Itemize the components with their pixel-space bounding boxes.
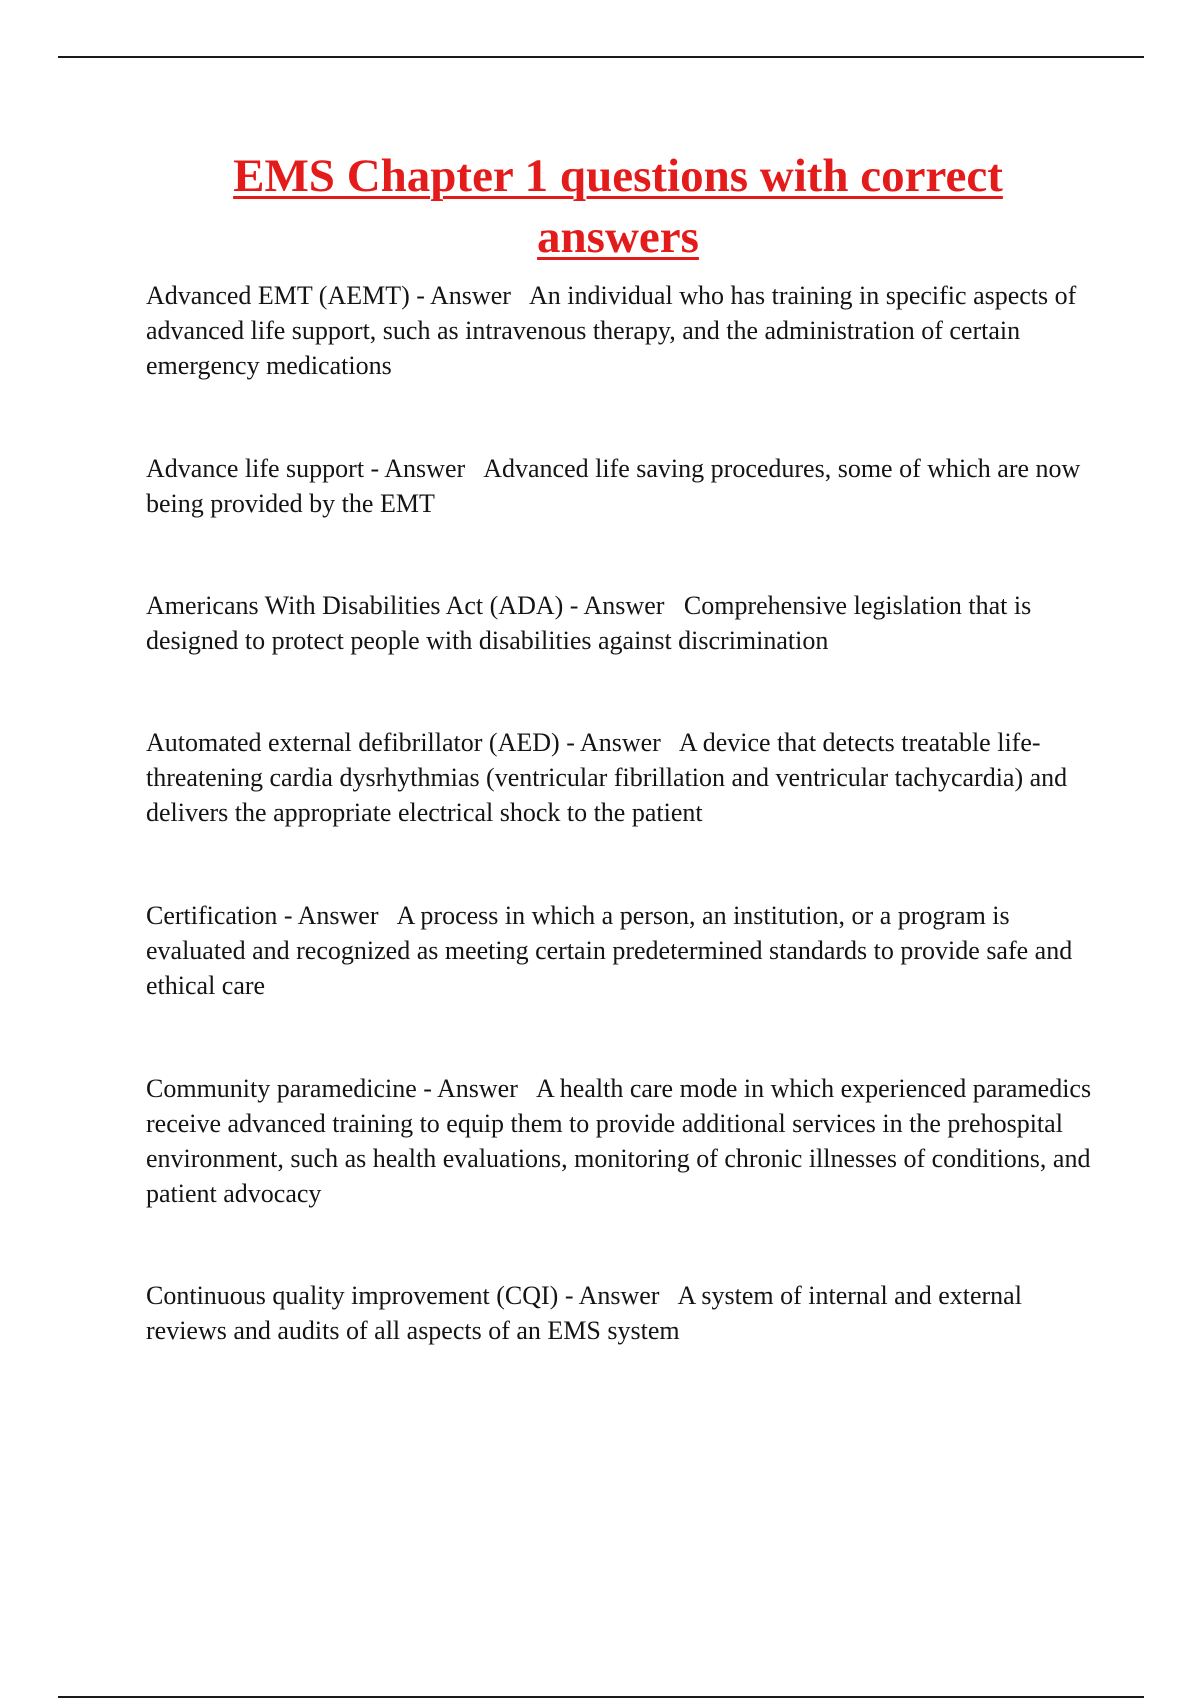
entry-definition: A process in which a person, an institution, or a program is evaluated and recognized as meeting certain predetermined standards to provide safe and ethical care [146,901,1073,1000]
qa-entry: Automated external defibrillator (AED) - Answer A device that detects treatable life-threatening cardia dysrhythmias (ventricular fibrillation and ventricular tachycardia) and delivers the appropriate electrical shock to the patient [146,728,1068,827]
answer-label: Answer [430,281,511,310]
qa-entry: Americans With Disabilities Act (ADA) - Answer Comprehensive legislation that is designed to protect people with disabilities against discrimination [146,591,1032,655]
entry-term: Community paramedicine [146,1074,417,1103]
answer-label: Answer [384,454,466,483]
qa-entry: Advanced EMT (AEMT) - Answer An individual who has training in specific aspects of advanced life support, such as intravenous therapy, and the administration of certain emergency medications [146,281,1077,380]
entry-definition: A health care mode in which experienced paramedics receive advanced training to equip them to provide additional services in the prehospital environment, such as health evaluations, monitoring of chronic illnesses of conditions, and patient advocacy [146,1074,1092,1208]
entry-term: Continuous quality improvement (CQI) [146,1281,559,1310]
entry-term: Advance life support [146,454,365,483]
entry-definition: An individual who has training in specific aspects of advanced life support, such as intravenous therapy, and the administration of certain emergency medications [146,281,1077,380]
document-title: EMS Chapter 1 questions with correct answers [233,150,1003,263]
entry-term: Advanced EMT (AEMT) [146,281,410,310]
entry-term: Certification [146,901,278,930]
answer-label: Answer [578,1281,660,1310]
answer-label: Answer [579,728,661,757]
qa-entry: Certification - Answer A process in which a person, an institution, or a program is evaluated and recognized as meeting certain predetermined standards to provide safe and ethical care [146,901,1073,1000]
footer-rule [58,1696,1144,1698]
qa-entry: Continuous quality improvement (CQI) - Answer A system of internal and external reviews and audits of all aspects of an EMS system [146,1281,1022,1345]
entry-term: Americans With Disabilities Act (ADA) [146,591,564,620]
entry-definition: A system of internal and external reviews and audits of all aspects of an EMS system [146,1281,1022,1345]
entry-definition: A device that detects treatable life-threatening cardia dysrhythmias (ventricular fibrillation and ventricular tachycardia) and delivers the appropriate electrical shock to the patient [146,728,1068,827]
entry-term: Automated external defibrillator (AED) [146,728,560,757]
header-rule [58,56,1144,58]
entry-definition: Advanced life saving procedures, some of which are now being provided by the EMT [146,454,1081,518]
qa-entry: Advance life support - Answer Advanced life saving procedures, some of which are now being provided by the EMT [146,454,1081,518]
answer-label: Answer [437,1074,518,1103]
answer-label: Answer [297,901,379,930]
qa-entry: Community paramedicine - Answer A health care mode in which experienced paramedics receive advanced training to equip them to provide additional services in the prehospital environment, such as health evaluations, monitoring of chronic illnesses of conditions, and patient advocacy [146,1074,1092,1208]
answer-label: Answer [583,591,665,620]
entry-definition: Comprehensive legislation that is designed to protect people with disabilities against discrimination [146,591,1032,655]
